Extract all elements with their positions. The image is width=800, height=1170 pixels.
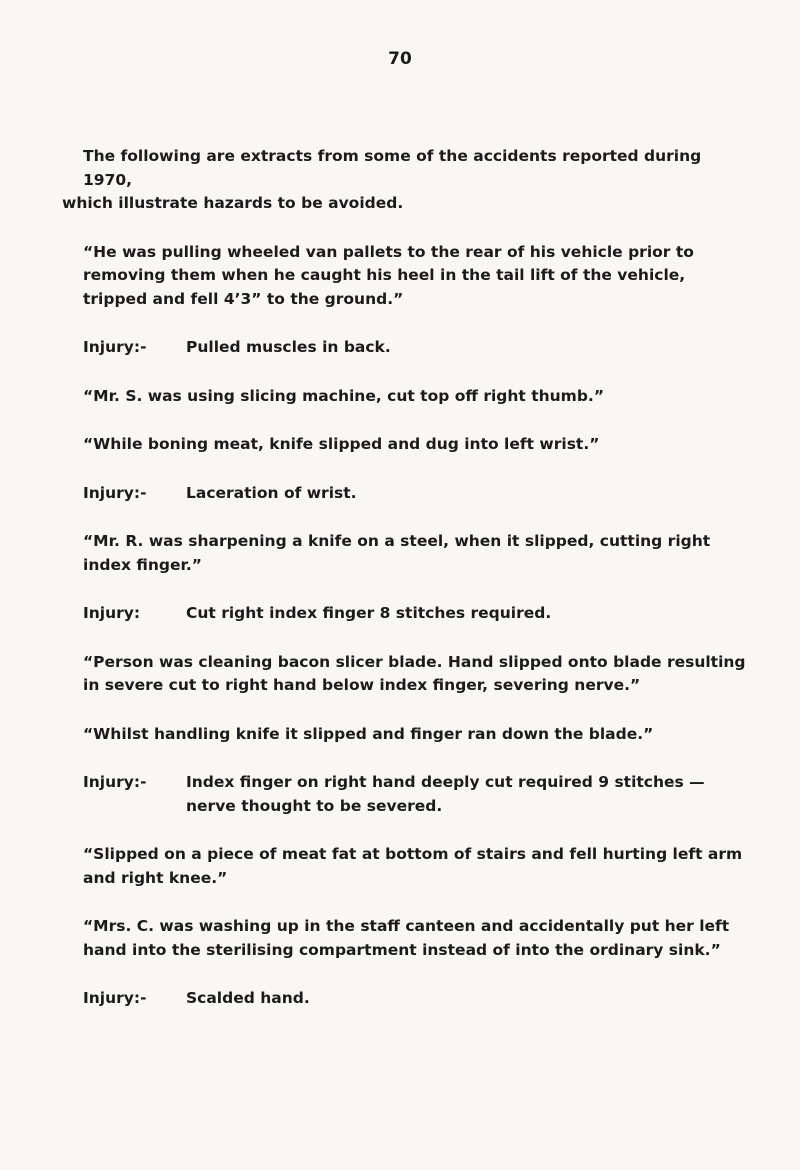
accident-quote: “Slipped on a piece of meat fat at bottom of stairs and fell hurting left arm and right knee.” — [83, 845, 743, 887]
injury-description: Laceration of wrist. — [186, 483, 357, 502]
intro-line-2: which illustrate hazards to be avoided. — [62, 194, 404, 212]
page-number: 70 — [388, 49, 412, 69]
injury-label: Injury:- — [83, 989, 147, 1007]
injury-label: Injury:- — [83, 483, 147, 502]
injury-entry — [83, 336, 753, 360]
accident-quote: “Mr. R. was sharpening a knife on a steel, when it slipped, cutting right index finger.” — [83, 532, 711, 574]
injury-label: Injury:- — [83, 338, 147, 356]
injury-entry — [83, 771, 753, 818]
intro-paragraph — [62, 145, 753, 216]
accident-quote: “While boning meat, knife slipped and dug into left wrist.” — [83, 435, 600, 453]
injury-entry — [83, 987, 753, 1011]
injury-entry — [83, 482, 753, 506]
intro-line-1: The following are extracts from some of the accidents reported during 1970, — [83, 147, 702, 189]
injury-description: Pulled muscles in back. — [186, 338, 391, 356]
accident-quote: “Mr. S. was using slicing machine, cut top off right thumb.” — [83, 386, 605, 405]
injury-label: Injury: — [83, 604, 141, 622]
accident-quote: “He was pulling wheeled van pallets to the rear of his vehicle prior to removing them when he caught his heel in the tail lift of the vehicle, tripped and fell 4’3” to the ground.” — [83, 242, 694, 308]
injury-label: Injury:- — [83, 773, 147, 791]
accident-quote: “Whilst handling knife it slipped and finger ran down the blade.” — [83, 724, 654, 743]
accident-quote: “Mrs. C. was washing up in the staff canteen and accidentally put her left hand into the sterilising compartment instead of into the ordinary sink.” — [83, 917, 730, 959]
document-body — [62, 145, 753, 1036]
accident-quote: “Person was cleaning bacon slicer blade. Hand slipped onto blade resulting in severe cut to right hand below index finger, severing nerve.” — [83, 652, 746, 694]
injury-description: Scalded hand. — [186, 989, 310, 1007]
injury-description: Cut right index finger 8 stitches required. — [186, 604, 552, 622]
injury-entry — [83, 602, 753, 626]
injury-description: Index finger on right hand deeply cut required 9 stitches — nerve thought to be severed. — [186, 773, 705, 815]
